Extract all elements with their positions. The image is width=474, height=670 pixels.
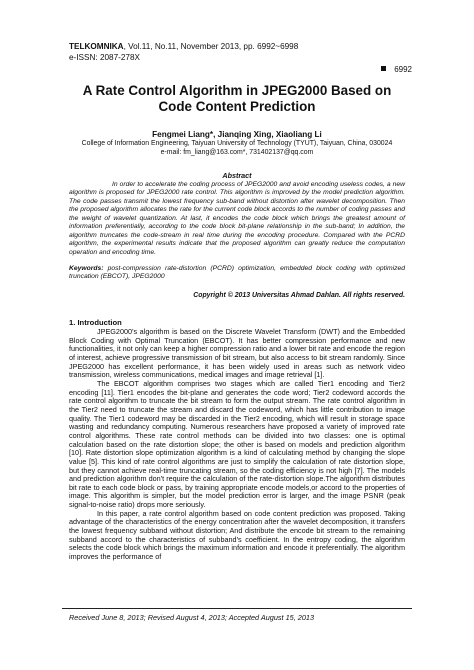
journal-name: TELKOMNIKA: [69, 42, 124, 51]
section-body: [69, 328, 405, 562]
paper-title: A Rate Control Algorithm in JPEG2000 Based on Code Content Prediction: [82, 83, 392, 114]
abstract-heading: Abstract: [222, 171, 252, 180]
paragraph: In this paper, a rate control algorithm based on code content prediction was proposed. Taking advantage of the characteristics of the energy concentration after the wavelet decomposition, it transfers the lowest frequency subband without distortion; And distribute the encode bit stream to the remaining subband accord to the characteristics of subband's coefficient. In the entropy coding, the algorithm selects the code block which brings the maximum information and encode it preferentially. The algorithm improves the performance of: [69, 508, 405, 562]
authors: Fengmei Liang*, Jianqing Xing, Xiaoliang Li: [152, 130, 322, 139]
square-bullet-icon: [381, 66, 386, 71]
journal-issn: e-ISSN: 2087-278X: [69, 52, 141, 62]
paragraph: The EBCOT algorithm comprises two stages which are called Tier1 encoding and Tier2 encoding [11]. Tier1 encodes the bit-plane and generates the code word; Tier2 codeword accords the rate control algorithm to truncate the bit stream to form the output stream. The rate control algorithm in the Tier2 need to truncate the stream and discard the codeword, which has little contribution to image quality. The Tier1 codeword may be discarded in the Tier2 encoding, which will result in storage space wasting and redundancy computing. Numerous researchers have proposed a variety of improved rate control algorithms. These rate control methods can be divided into two classes: one is optimal calculation based on the rate distortion slope; the other is based on models and prediction algorithm [10]. Rate distortion slope optimization algorithm is a kind of calculating method by changing the slope value [5]. This kind of rate control algorithms are just to simplify the calculation of rate distortion slope, but they cannot achieve real-time truncating stream, so the coding efficiency is not high [7]. The models and prediction algorithm don't require the calculation of the rate-distortion slope.The algorithm distributes bit rate to each code block or pass, by training appropriate encode models,or accord to the properties of image. This algorithm is simpler, but the model prediction error is larger, and the image PSNR (peak signal-to-noise ratio) drops more seriously.: [69, 378, 405, 510]
journal-volume-info: , Vol.11, No.11, November 2013, pp. 6992~6998: [123, 42, 299, 51]
copyright-notice: Copyright © 2013 Universitas Ahmad Dahlan. All rights reserved.: [193, 292, 405, 299]
received-dates: Received June 8, 2013; Revised August 4, 2013; Accepted August 15, 2013: [69, 613, 315, 622]
section-heading: 1. Introduction: [69, 318, 122, 327]
footer-divider: [62, 608, 412, 609]
journal-citation: [69, 42, 298, 53]
keywords-text: post-compression rate-distortion (PCRD) optimization, embedded block coding with optimized truncation (EBCOT), JPEG2000: [69, 265, 405, 281]
keywords: [69, 265, 405, 282]
keywords-label: Keywords:: [69, 265, 104, 272]
paragraph: JPEG2000's algorithm is based on the Discrete Wavelet Transform (DWT) and the Embedded Block Coding with Optimal Truncation (EBCOT). It has better compression performance and new functionalities, it not only can keep a higher compression ratio and a lower bit rate and encode the region of interest, achieve progressive transmission of bit stream, but also access to bit stream randomly. Since JPEG2000 has excellent performance, it has been widely used in areas such as network video transmission, wireless communications, medical images and image retrieval [1].: [69, 327, 405, 380]
author-email: e-mail: fm_liang@163.com*, 731402137@qq.com: [160, 148, 314, 156]
page-number: 6992: [394, 65, 412, 74]
page-number-block: [381, 65, 412, 74]
abstract-text: In order to accelerate the coding process of JPEG2000 and avoid encoding useless codes, a new algorithm is proposed for JPEG2000 rate control. This algorithm is improved by the model prediction algorithm. The code passes transmit the lowest frequency sub-band without distortion after wavelet decomposition. Then the proposed algorithm allocates the rate for the current code block accords to the number of coding passes and the weight of wavelet quantization. At last, it encodes the code block which brings the greatest amount of information preferentially, according to the code block bit-plane relationship in the sub-band; In addition, the algorithm truncates the code-stream in real time during the encoding procedure. Compared with the PCRD algorithm, the experimental results indicate that the proposed algorithm can greatly reduce the computation operation and encoding time.: [69, 181, 405, 256]
journal-header: [69, 42, 298, 63]
affiliation-block: [69, 140, 405, 157]
affiliation: College of Information Engineering, Taiyuan University of Technology (TYUT), Taiyuan, China, 030024: [81, 140, 393, 147]
